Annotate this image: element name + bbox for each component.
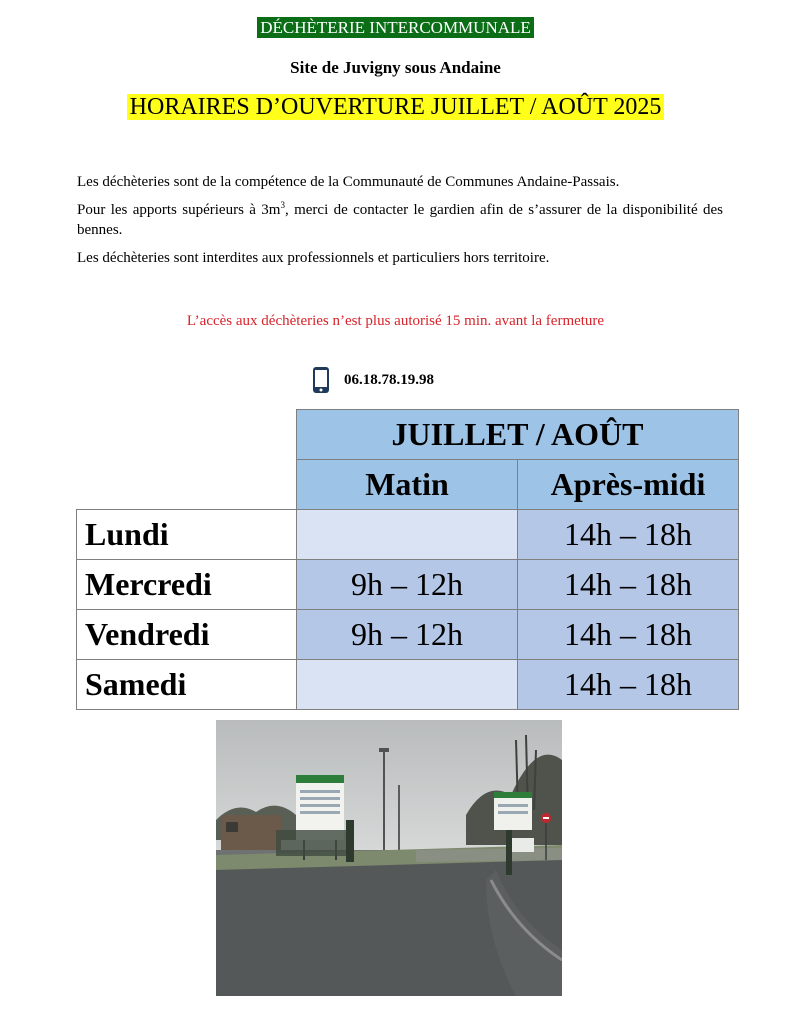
info-paragraph-3: Les déchèteries sont interdites aux professionnels et particuliers hors territoire. [77,250,550,266]
site-name: Site de Juvigny sous Andaine [290,58,501,77]
table-row [77,560,739,610]
table-row [77,610,739,660]
page-title [0,94,791,121]
info-section [77,172,723,276]
morning-hours [297,510,518,560]
mobile-phone-icon [312,366,330,394]
info-paragraph-2 [77,200,723,240]
period-header: JUILLET / AOÛT [297,410,739,460]
table-header-row [77,410,739,460]
morning-hours: 9h – 12h [297,610,518,660]
table-row [77,660,739,710]
phone-number: 06.18.78.19.98 [344,371,434,388]
table-corner-2 [77,460,297,510]
table-row [77,510,739,560]
day-label: Samedi [77,660,297,710]
day-label: Vendredi [77,610,297,660]
afternoon-hours: 14h – 18h [518,660,739,710]
organization-heading [0,18,791,38]
morning-hours [297,660,518,710]
table-corner [77,410,297,460]
cubic-superscript: 3 [280,200,285,210]
afternoon-hours: 14h – 18h [518,610,739,660]
closing-warning: L’accès aux déchèteries n’est plus autorisé 15 min. avant la fermeture [186,313,605,329]
column-header-morning: Matin [297,460,518,510]
afternoon-hours: 14h – 18h [518,560,739,610]
day-label: Lundi [77,510,297,560]
page-title-label: HORAIRES D’OUVERTURE JUILLET / AOÛT 2025 [127,94,665,120]
organization-label: DÉCHÈTERIE INTERCOMMUNALE [257,17,534,38]
info-paragraph-1: Les déchèteries sont de la compétence de la Communauté de Communes Andaine-Passais. [77,174,620,190]
afternoon-hours: 14h – 18h [518,510,739,560]
day-label: Mercredi [77,560,297,610]
schedule-table [76,409,739,710]
site-entrance-photo-illustration [216,720,562,996]
column-header-afternoon: Après-midi [518,460,739,510]
morning-hours: 9h – 12h [297,560,518,610]
info-paragraph-2-end: , merci de contacter le gardien afin de s’assurer de la disponibilité des bennes. [77,202,723,238]
table-subheader-row [77,460,739,510]
phone-contact [312,366,434,394]
site-entrance-photo [216,720,562,996]
info-paragraph-2-start: Pour les apports supérieurs à 3m [77,202,281,218]
